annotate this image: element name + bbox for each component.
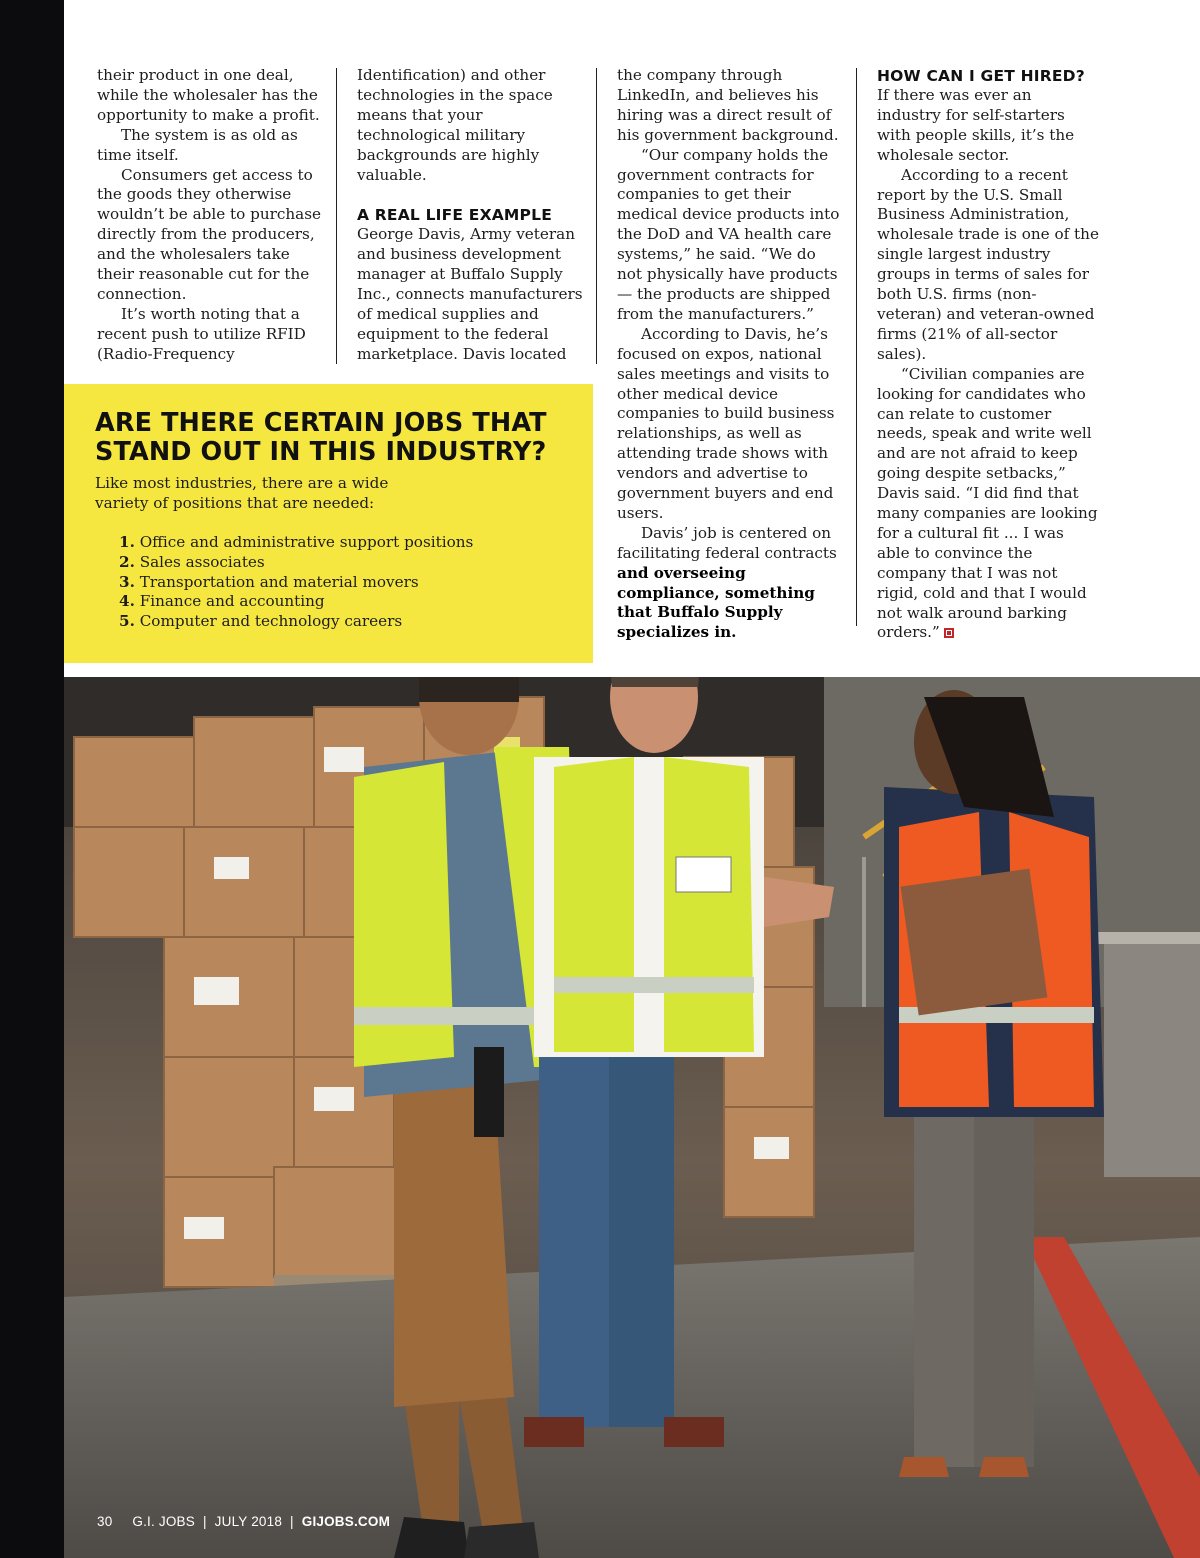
article-column-1 <box>97 66 327 365</box>
paragraph: According to a recent report by the U.S. Small Business Administration, wholesale trade is one of the single largest industry groups in terms of sales for both U.S. firms (non-veteran) and veteran-owned firms (21% of all-sector sales). <box>877 165 1099 363</box>
column-divider <box>856 68 857 626</box>
website: GIJOBS.COM <box>301 1514 391 1529</box>
paragraph <box>617 524 841 643</box>
paragraph: George Davis, Army veteran and business development manager at Buffalo Supply Inc., connects manufacturers of medical supplies and equipment to the federal marketplace. Davis located <box>357 225 583 363</box>
paragraph-text: Davis’ job is centered on facilitating federal contracts <box>617 523 837 562</box>
jobs-sidebar <box>64 384 593 663</box>
paragraph <box>877 365 1099 644</box>
list-item <box>119 533 473 553</box>
section-heading: HOW CAN I GET HIRED? <box>877 67 1085 85</box>
warehouse-photo <box>64 677 1200 1558</box>
issue-date: JULY 2018 <box>214 1514 283 1529</box>
list-item <box>119 553 473 573</box>
list-number: 1. <box>119 533 135 551</box>
list-number: 3. <box>119 572 135 591</box>
article-column-4 <box>877 66 1099 643</box>
separator: | <box>202 1514 207 1529</box>
paragraph: Identification) and other technologies in the space means that your technological military backgrounds are highly valuable. <box>357 66 553 184</box>
list-text: Sales associates <box>139 552 265 571</box>
page-number: 30 <box>97 1514 113 1529</box>
list-number: 4. <box>119 592 135 611</box>
separator <box>120 1514 124 1529</box>
end-mark-icon <box>944 628 954 638</box>
column-divider <box>596 68 597 364</box>
paragraph: According to Davis, he’s focused on expos, national sales meetings and visits to other medical device companies to build business relationships, as well as attending trade shows with vendors and advertise to government buyers and end users. <box>617 324 835 522</box>
sidebar-heading: ARE THERE CERTAIN JOBS THAT STAND OUT IN THIS INDUSTRY? <box>95 408 547 467</box>
paragraph: If there was ever an industry for self-starters with people skills, it’s the wholesale sector. <box>877 86 1075 164</box>
list-item <box>119 573 473 593</box>
list-text: Computer and technology careers <box>139 612 403 631</box>
separator: | <box>290 1514 294 1529</box>
paragraph: “Our company holds the government contracts for companies to get their medical device products into the DoD and VA health care systems,” he said. “We do not physically have products — the products are shipped from the manufacturers.” <box>617 145 840 323</box>
paragraph: It’s worth noting that a recent push to utilize RFID (Radio-Frequency <box>97 304 306 363</box>
page-spine <box>0 0 64 1558</box>
section-heading: A REAL LIFE EXAMPLE <box>357 206 552 225</box>
paragraph: The system is as old as time itself. <box>97 125 298 164</box>
paragraph-text: “Civilian companies are looking for candidates who can relate to customer needs, speak and write well and are not afraid to keep going despite setbacks,” Davis said. “I did find that many companies are looking for a cultural fit ... I was able to convince the company that I was not rigid, cold and that I would not walk around barking orders.” <box>877 364 1098 642</box>
page-footer <box>97 1514 390 1529</box>
sidebar-intro: Like most industries, there are a wide variety of positions that are needed: <box>95 474 389 512</box>
list-item <box>119 612 473 632</box>
article-column-2 <box>357 66 583 365</box>
list-text: Office and administrative support positions <box>139 533 474 551</box>
paragraph: Consumers get access to the goods they otherwise wouldn’t be able to purchase directly from the producers, and the wholesalers take their reasonable cut for the connection. <box>97 165 321 303</box>
article-column-3 <box>617 66 841 643</box>
paragraph: their product in one deal, while the wholesaler has the opportunity to make a profit. <box>97 66 320 124</box>
highlighted-text: and overseeing compliance, something that Buffalo Supply specializes in. <box>617 563 815 642</box>
list-text: Transportation and material movers <box>139 572 419 591</box>
list-number: 2. <box>119 552 135 571</box>
list-number: 5. <box>119 612 135 631</box>
magazine-name: G.I. JOBS <box>132 1514 195 1529</box>
list-text: Finance and accounting <box>139 592 325 611</box>
list-item <box>119 592 473 612</box>
paragraph: the company through LinkedIn, and believes his hiring was a direct result of his government background. <box>617 66 839 144</box>
column-divider <box>336 68 337 364</box>
jobs-list <box>119 533 473 632</box>
